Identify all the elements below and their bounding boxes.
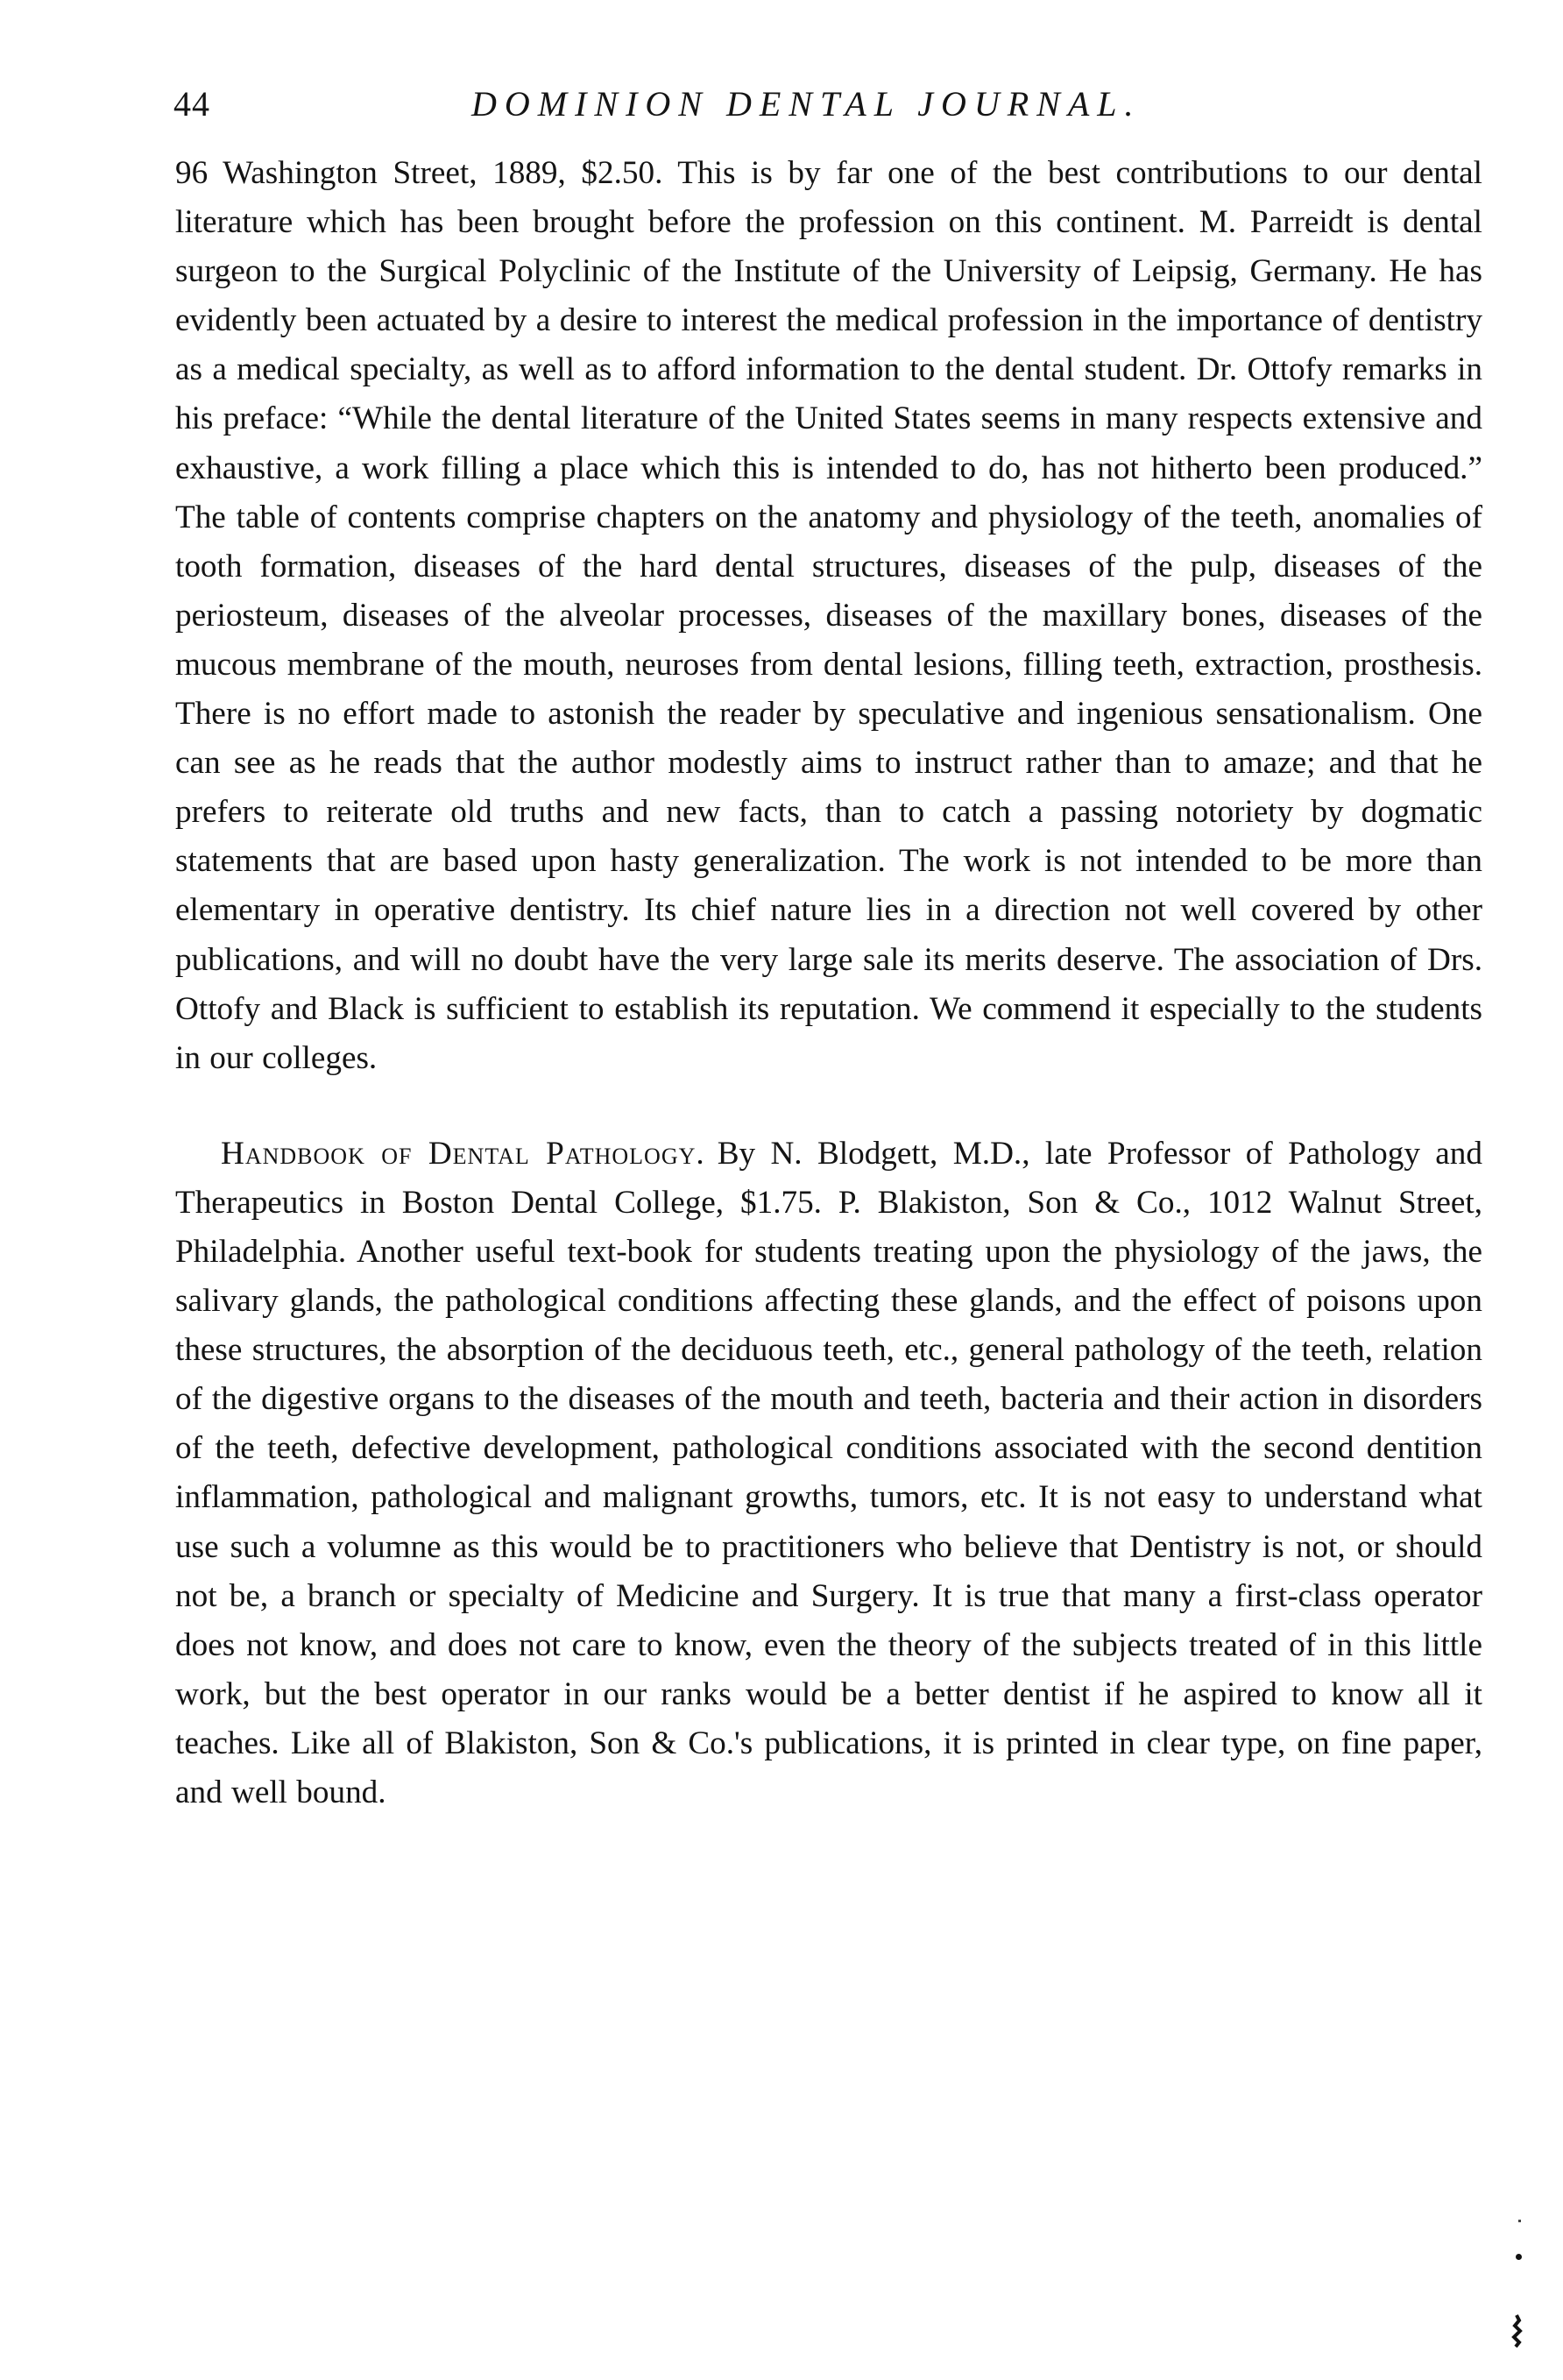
review-body: By N. Blodgett, M.D., late Professor of Pathology and Therapeutics in Boston Dental College, $1.75. P. Blakiston, Son & Co., 1012 Walnut Street, Philadelphia. Another useful text-book for students treating upon the physiology of the jaws, the salivary glands, the pathological conditions affecting these glands, and the effect of poisons upon these structures, the absorption of the deciduous teeth, etc., general pathology of the teeth, relation of the digestive organs to the diseases of the mouth and teeth, bacteria and their action in disorders of the teeth, defective development, pathological conditions associated with the second dentition inflammation, pathological and malignant growths, tumors, etc. It is not easy to understand what use such a volumne as this would be to practitioners who believe that Dentistry is not, or should not be, a branch or specialty of Medicine and Surgery. It is true that many a first-class operator does not know, and does not care to know, even the theory of the subjects treated of in this little work, but the best operator in our ranks would be a better dentist if he aspired to know all it teaches. Like all of Blakiston, Son & Co.'s publications, it is printed in clear type, on fine paper, and well bound. — [175, 1135, 1482, 1810]
margin-dot — [1516, 2254, 1522, 2260]
running-head — [173, 83, 1488, 136]
margin-speck — [1518, 2220, 1521, 2222]
journal-title: DOMINION DENTAL JOURNAL. — [471, 84, 1142, 124]
margin-ink-mark — [1505, 2313, 1528, 2348]
review-blodgett-paragraph — [175, 1130, 1482, 1817]
review-heading: Handbook of Dental Pathology. — [221, 1135, 705, 1172]
page-number: 44 — [173, 84, 210, 124]
review-parreidt-paragraph: 96 Washington Street, 1889, $2.50. This is by far one of the best contributions to our dental literature which has been brought before the profession on this continent. M. Parreidt is dental surgeon to the Surgical Polyclinic of the Institute of the University of Leipsig, Germany. He has evidently been actuated by a desire to interest the medical profession in the importance of dentistry as a medical specialty, as well as to afford information to the dental student. Dr. Ottofy remarks in his preface: “While the dental literature of the United States seems in many respects extensive and exhaustive, a work filling a place which this is intended to do, has not hitherto been produced.” The table of contents comprise chapters on the anatomy and physiology of the teeth, anomalies of tooth formation, diseases of the hard dental structures, diseases of the pulp, diseases of the periosteum, diseases of the alveolar processes, diseases of the maxillary bones, diseases of the mucous membrane of the mouth, neuroses from dental lesions, filling teeth, extraction, prosthesis. There is no effort made to astonish the reader by speculative and ingenious sensationalism. One can see as he reads that the author modestly aims to instruct rather than to amaze; and that he prefers to reiterate old truths and new facts, than to catch a passing notoriety by dogmatic statements that are based upon hasty generalization. The work is not intended to be more than elementary in operative dentistry. Its chief nature lies in a direction not well covered by other publications, and will no doubt have the very large sale its merits deserve. The association of Drs. Ottofy and Black is sufficient to establish its reputation. We commend it especially to the students in our colleges. — [175, 155, 1482, 1076]
article-body — [175, 149, 1482, 1817]
